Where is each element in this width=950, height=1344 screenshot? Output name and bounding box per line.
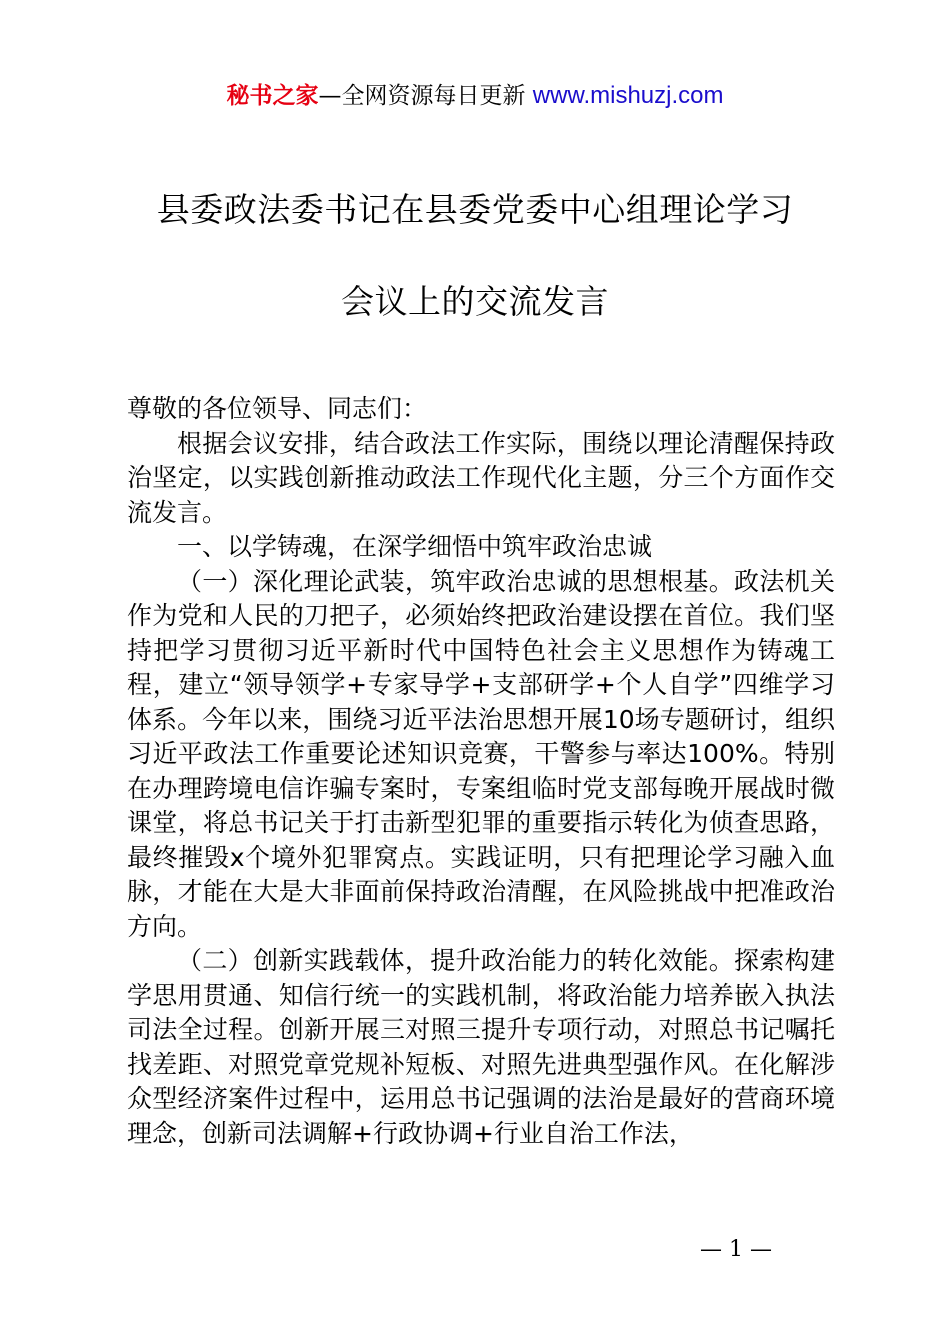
document-title-line-1: 县委政法委书记在县委党委中心组理论学习 <box>156 190 794 229</box>
paragraph-subsection-1: （一）深化理论武装，筑牢政治忠诚的思想根基。政法机关作为党和人民的刀把子，必须始终把政治建设摆在首位。我们坚持把学习贯彻习近平新时代中国特色社会主义思想作为铸魂工程，建立“领导领学+专家导学+支部研学+个人自学”四维学习体系。今年以来，围绕习近平法治思想开展10场专题研讨，组织习近平政法工作重要论述知识竞赛，干警参与率达100%。特别在办理跨境电信诈骗专案时，专案组临时党支部每晚开展战时微课堂，将总书记关于打击新型犯罪的重要指示转化为侦查思路，最终摧毁x个境外犯罪窝点。实践证明，只有把理论学习融入血脉，才能在大是大非面前保持政治清醒，在风险挑战中把准政治方向。 <box>127 566 835 941</box>
salutation: 尊敬的各位领导、同志们： <box>127 394 428 423</box>
site-tagline: —全网资源每日更新 <box>318 83 526 109</box>
document-body <box>127 392 835 1151</box>
document-title-line-2: 会议上的交流发言 <box>341 282 609 321</box>
page-number: — 1 — <box>700 1237 772 1262</box>
section-heading-1: 一、以学铸魂，在深学细悟中筑牢政治忠诚 <box>177 532 653 561</box>
paragraph-subsection-2: （二）创新实践载体，提升政治能力的转化效能。探索构建学思用贯通、知信行统一的实践机制，将政治能力培养嵌入执法司法全过程。创新开展三对照三提升专项行动，对照总书记嘱托找差距、对照党章党规补短板、对照先进典型强作风。在化解涉众型经济案件过程中，运用总书记强调的法治是最好的营商环境理念，创新司法调解+行政协调+行业自治工作法， <box>127 946 835 1148</box>
site-header <box>0 80 950 112</box>
paragraph-intro: 根据会议安排，结合政法工作实际，围绕以理论清醒保持政治坚定，以实践创新推动政法工作现代化主题，分三个方面作交流发言。 <box>127 428 835 527</box>
brand-name: 秘书之家 <box>226 83 319 109</box>
site-url-link[interactable]: www.mishuzj.com <box>532 82 724 109</box>
